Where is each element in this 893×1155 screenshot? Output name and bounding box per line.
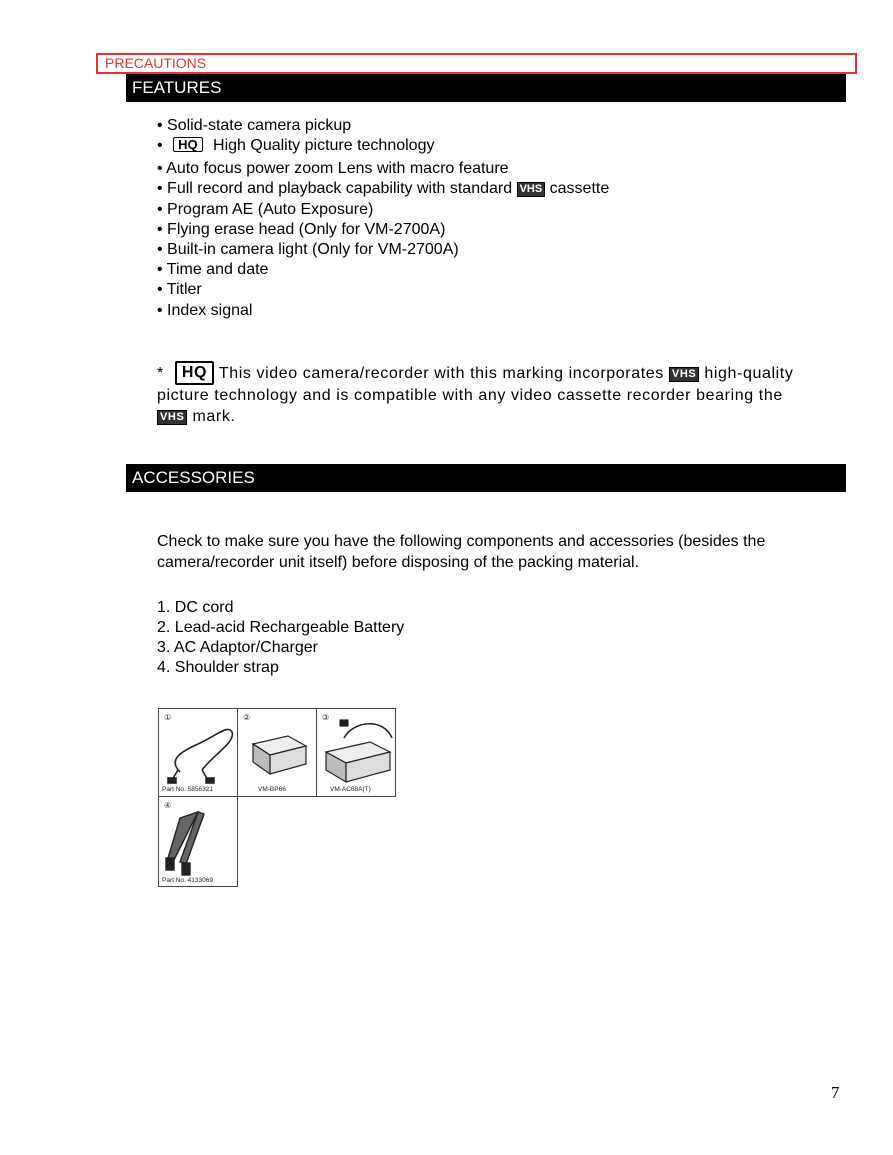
accessories-figure: [158, 708, 396, 888]
precautions-link[interactable]: PRECAUTIONS: [96, 53, 857, 74]
feature-text: • Titler: [157, 281, 202, 299]
figure-number-4: ④: [164, 801, 172, 810]
list-item: [157, 260, 609, 280]
list-item: 1. DC cord: [157, 599, 234, 616]
note-text: high-quality picture technology and is compatible with any video cassette recorder bearing the: [157, 365, 794, 404]
accessories-intro: Check to make sure you have the following components and accessories (besides the camera/recorder unit itself) before disposing of the packing material.: [157, 533, 766, 571]
list-item: [157, 240, 609, 260]
list-item: [157, 179, 609, 199]
list-item: [157, 220, 609, 240]
battery-icon: [253, 736, 306, 774]
features-list: [157, 116, 609, 321]
figure-number-2: ②: [243, 713, 251, 722]
shoulder-strap-icon: [166, 812, 204, 875]
list-item: [157, 301, 609, 321]
note-text: mark.: [192, 408, 236, 425]
figure-caption-strap: Part No. 4133069: [162, 877, 213, 884]
list-item: [157, 280, 609, 300]
hq-logo-icon: HQ: [173, 137, 203, 152]
list-item: [157, 200, 609, 220]
list-item: 4. Shoulder strap: [157, 659, 279, 676]
feature-text: • Built-in camera light (Only for VM-2700A): [157, 240, 459, 258]
hq-logo-icon: HQ: [175, 361, 214, 385]
feature-text: High Quality picture technology: [213, 137, 435, 155]
accessories-list: [157, 598, 404, 678]
feature-text: • Auto focus power zoom Lens with macro feature: [157, 160, 509, 178]
figure-cell-strap: [159, 797, 238, 887]
figure-number-3: ③: [322, 713, 330, 722]
vhs-logo-icon: VHS: [517, 182, 546, 197]
note-text: This video camera/recorder with this marking incorporates: [218, 365, 664, 382]
features-heading: FEATURES: [126, 74, 846, 102]
list-item: 3. AC Adaptor/Charger: [157, 639, 318, 656]
feature-text: • Solid-state camera pickup: [157, 117, 352, 134]
note-star: *: [157, 365, 164, 382]
bullet: •: [157, 137, 163, 155]
vhs-logo-icon: VHS: [157, 410, 187, 425]
figure-caption-dc-cord: Part No. 5856321: [162, 786, 213, 793]
list-item: [157, 159, 609, 179]
list-item: 2. Lead-acid Rechargeable Battery: [157, 619, 405, 636]
feature-text: cassette: [549, 180, 610, 198]
feature-text: • Flying erase head (Only for VM-2700A): [157, 220, 446, 238]
feature-text: • Program AE (Auto Exposure): [157, 200, 374, 218]
figure-number-1: ①: [164, 713, 172, 722]
dc-cord-icon: [168, 729, 232, 783]
accessories-heading: ACCESSORIES: [126, 464, 846, 492]
page-number: 7: [831, 1083, 840, 1102]
feature-text: • Time and date: [157, 261, 269, 279]
charger-icon: [326, 720, 392, 782]
list-item: [157, 116, 609, 136]
feature-text: • Full record and playback capability with standard: [157, 180, 513, 198]
hq-note: [157, 361, 817, 427]
figure-caption-battery: VM-BP66: [258, 786, 286, 793]
list-item: [157, 136, 609, 159]
vhs-logo-icon: VHS: [669, 367, 699, 382]
feature-text: • Index signal: [157, 301, 253, 319]
figure-caption-charger: VM-AC68A(T): [330, 786, 371, 793]
